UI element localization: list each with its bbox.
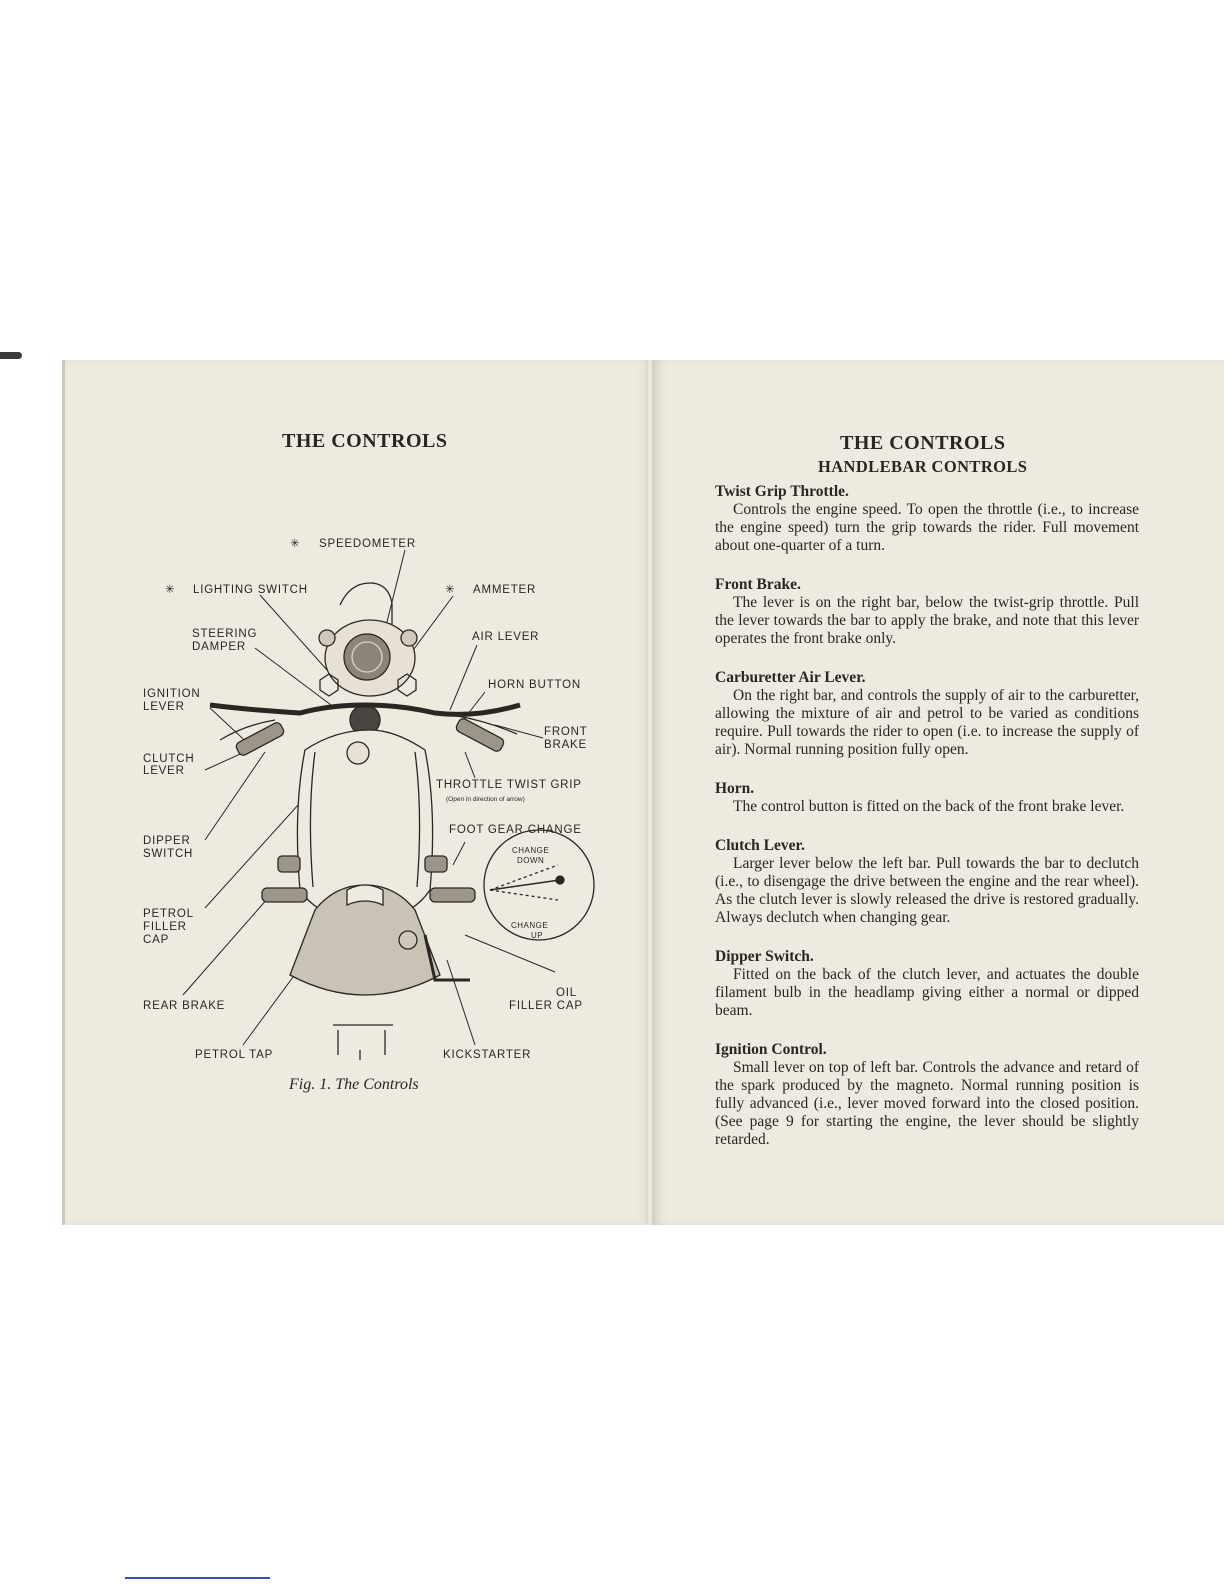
label-speedometer: SPEEDOMETER [319,538,416,550]
asterisk-lighting-switch: ✳ [165,584,176,596]
right-page-title: THE CONTROLS [840,432,1006,454]
label-change-down-2: DOWN [517,856,545,865]
label-clutch-lever-1: CLUTCH [143,753,195,765]
section-heading: Clutch Lever. [715,837,805,854]
section-heading: Twist Grip Throttle. [715,483,849,500]
label-petrol-filler-cap-2: FILLER [143,921,187,933]
bottom-underline [125,1577,270,1579]
label-foot-gear-change: FOOT GEAR CHANGE [449,824,582,836]
rear-mudguard [338,1030,385,1060]
section-heading: Carburetter Air Lever. [715,669,866,686]
label-ignition-lever-1: IGNITION [143,688,201,700]
label-petrol-filler-cap-3: CAP [143,934,170,946]
lighting-switch-knob [319,630,335,646]
label-ignition-lever-2: LEVER [143,701,185,713]
section-horn [715,779,1139,816]
label-kickstarter: KICKSTARTER [443,1049,532,1061]
right-page-subtitle: HANDLEBAR CONTROLS [818,457,1028,476]
label-change-down-1: CHANGE [512,846,550,855]
label-throttle-twist-grip: THROTTLE TWIST GRIP [436,779,582,791]
label-horn-button: HORN BUTTON [488,679,581,691]
asterisk-ammeter: ✳ [445,584,456,596]
gear-pedal-knob [556,876,564,884]
section-body: Fitted on the back of the clutch lever, and actuates the double filament bulb in the headlamp giving either a normal or dipped beam. [715,966,1139,1019]
petrol-filler-cap [347,742,369,764]
label-change-up-1: CHANGE [511,921,549,930]
figure-caption: Fig. 1. The Controls [289,1076,419,1093]
label-ammeter: AMMETER [473,584,537,596]
section-heading: Ignition Control. [715,1041,827,1058]
label-throttle-note: (Open in direction of arrow) [446,796,525,803]
speedometer-dial [344,634,390,680]
motorcycle-drawing [183,550,594,1060]
section-heading: Front Brake. [715,576,801,593]
gear-pedal [425,856,447,872]
label-petrol-filler-cap-1: PETROL [143,908,194,920]
section-heading: Dipper Switch. [715,948,814,965]
right-footrest [430,888,475,902]
section-body: The lever is on the right bar, below the twist-grip throttle. Pull the lever towards the bar to apply the brake, and note that this lever operates the front brake only. [715,594,1139,647]
label-steering-damper-1: STEERING [192,628,258,640]
controls-diagram [65,360,653,1225]
oil-filler-cap [399,931,417,949]
left-footrest [262,888,307,902]
scan-edge-mark [0,352,22,359]
section-dipper-switch [715,947,1139,1020]
label-rear-brake: REAR BRAKE [143,1000,226,1012]
section-body: Small lever on top of left bar. Controls the advance and retard of the spark produced by the magneto. Normal running position is fully advanced (i.e., lever moved forward into the closed position. (See page 9 for starting the engine, the lever should be slightly retarded. [715,1059,1139,1148]
right-grip [455,717,506,753]
section-carburetter-air-lever [715,668,1139,759]
left-page [62,360,653,1225]
section-body: Controls the engine speed. To open the throttle (i.e., to increase the engine speed) turn the grip towards the rider. Full movement about one-quarter of a turn. [715,501,1139,554]
label-oil-filler-cap-2: FILLER CAP [509,1000,583,1012]
section-heading: Horn. [715,780,755,797]
label-lighting-switch: LIGHTING SWITCH [193,584,308,596]
label-dipper-switch-2: SWITCH [143,848,194,860]
label-steering-damper-2: DAMPER [192,641,247,653]
label-oil-filler-cap-1: OIL [556,987,577,999]
label-dipper-switch-1: DIPPER [143,835,191,847]
section-clutch-lever [715,836,1139,927]
left-page-title: THE CONTROLS [282,430,448,452]
left-grip [235,721,286,757]
section-body: On the right bar, and controls the supply of air to the carburetter, allowing the mixture of air and petrol to be varied as conditions require. Pull towards the rider to open (i.e. to increase the supply of air). Normal running position fully open. [715,687,1139,758]
right-page [652,360,1224,1225]
section-body: Larger lever below the left bar. Pull towards the bar to declutch (i.e., to disengage the drive between the engine and the rear wheel). As the clutch lever is slowly released the drive is restored gradually. Always declutch when changing gear. [715,855,1139,926]
asterisk-speedometer: ✳ [290,538,301,550]
control-descriptions [715,482,1139,1169]
section-body: The control button is fitted on the back of the front brake lever. [733,798,1125,815]
section-twist-grip-throttle [715,482,1139,555]
label-clutch-lever-2: LEVER [143,765,185,777]
section-front-brake [715,575,1139,648]
label-change-up-2: UP [531,931,544,940]
label-petrol-tap: PETROL TAP [195,1049,274,1061]
label-front-brake-2: BRAKE [544,739,587,751]
ammeter-knob [401,630,417,646]
rear-brake-pedal [278,856,300,872]
section-ignition-control [715,1040,1139,1149]
label-air-lever: AIR LEVER [472,631,540,643]
label-front-brake-1: FRONT [544,726,588,738]
